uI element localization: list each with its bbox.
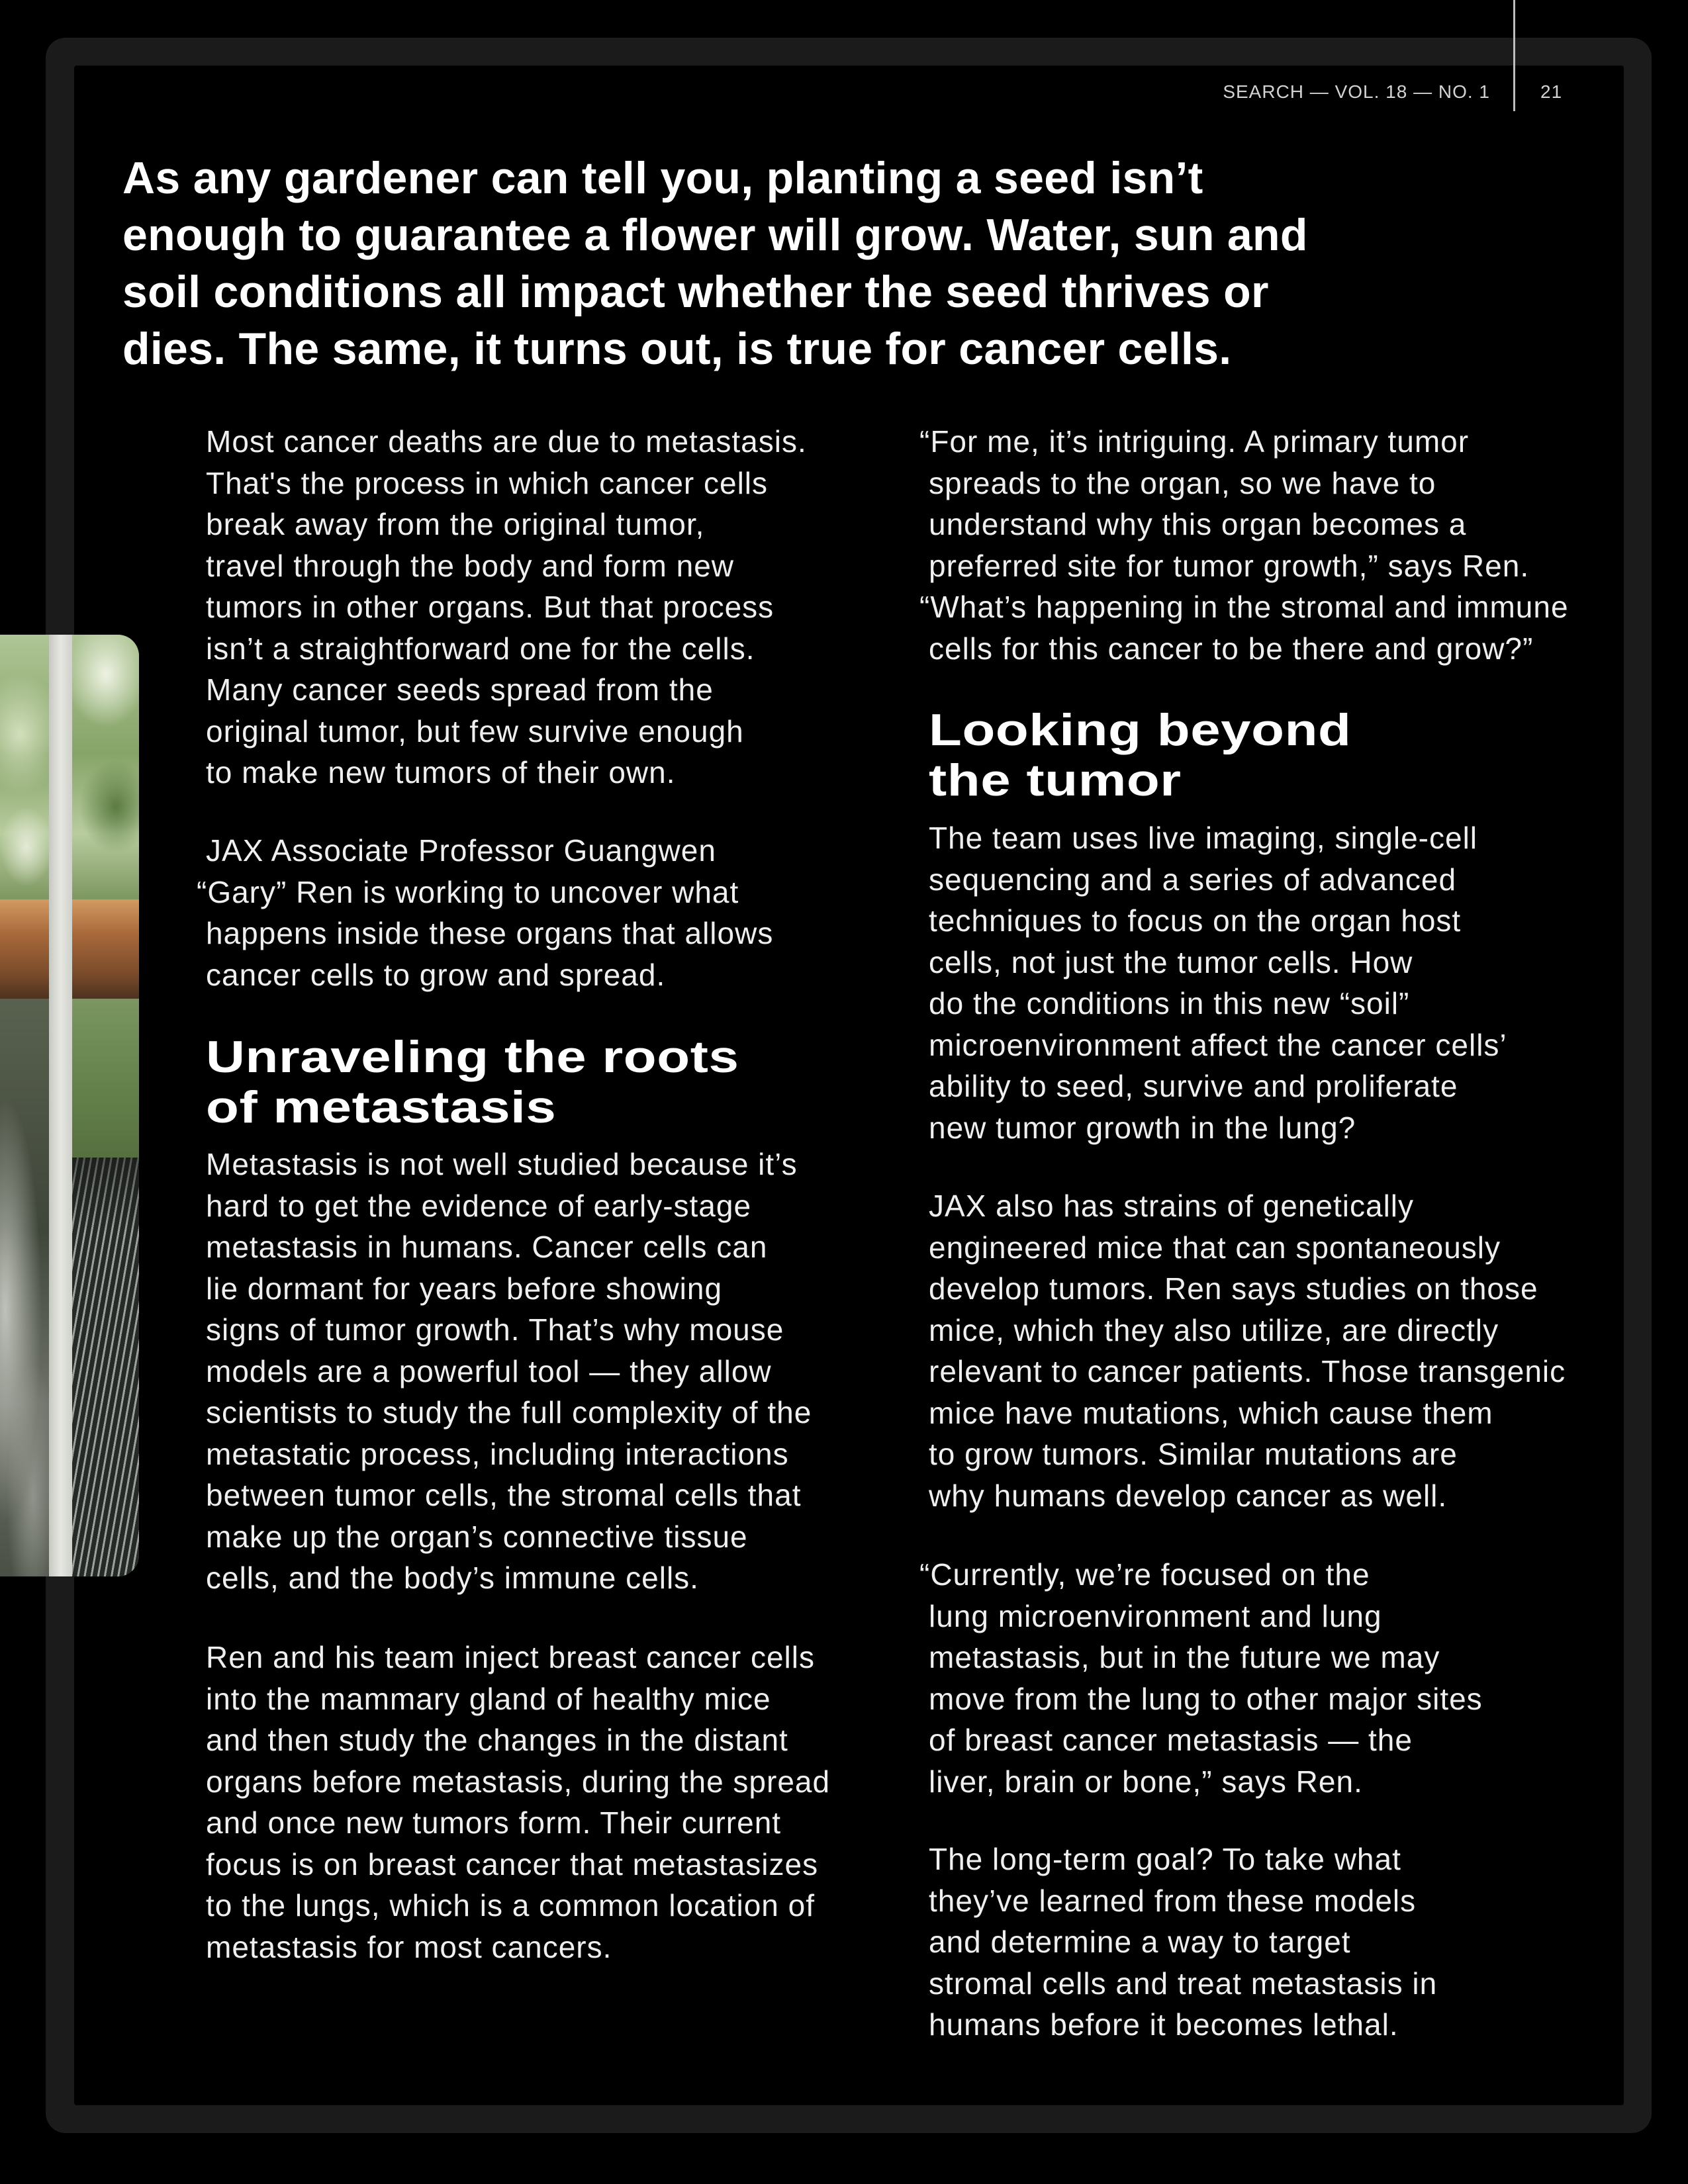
heading-line: Looking beyond [929,705,1352,755]
text-line: into the mammary gland of healthy mice [206,1681,771,1716]
text-line: lie dormant for years before showing [206,1271,723,1306]
text-line: The long-term goal? To take what [929,1842,1401,1876]
text-line: isn’t a straightforward one for the cells. [206,631,755,666]
text-line: lung microenvironment and lung [929,1598,1382,1633]
text-line: spreads to the organ, so we have to [929,465,1436,500]
text-line: original tumor, but few survive enough [206,713,744,749]
text-line: and determine a way to target [929,1925,1351,1959]
text-line: stromal cells and treat metastasis in [929,1966,1438,2001]
header-rule [1513,0,1515,111]
right-paragraph-4 [919,1554,1483,1802]
text-line: cancer cells to grow and spread. [206,957,666,992]
right-paragraph-1 [919,421,1569,669]
right-paragraph-2 [929,817,1507,1148]
text-line: why humans develop cancer as well. [929,1478,1448,1513]
text-line: and then study the changes in the distant [206,1723,788,1757]
left-paragraph-3 [206,1144,812,1599]
text-line: make up the organ’s connective tissue [206,1519,748,1554]
page-number: 21 [1540,81,1563,102]
text-line: to grow tumors. Similar mutations are [929,1437,1458,1471]
running-head: SEARCH — VOL. 18 — NO. 1 [1223,81,1490,102]
photo-person [0,1098,49,1576]
text-line: techniques to focus on the organ host [929,903,1462,938]
text-line: models are a powerful tool — they allow [206,1353,772,1388]
photo-mesh-chair [72,1158,139,1576]
text-line: humans before it becomes lethal. [929,2007,1399,2042]
text-line: new tumor growth in the lung? [929,1110,1356,1145]
text-line: tumors in other organs. But that process [206,590,774,624]
text-line: Ren and his team inject breast cancer cells [206,1640,815,1674]
left-paragraph-4 [206,1637,830,1968]
photo-window-mullion [49,635,72,1576]
text-line: travel through the body and form new [206,548,735,583]
text-line: Metastasis is not well studied because it’s [206,1147,798,1181]
text-line: of breast cancer metastasis — the [929,1723,1413,1757]
text-line: microenvironment affect the cancer cells’ [929,1027,1507,1062]
text-line: mice, which they also utilize, are directly [929,1312,1499,1347]
intro-line: soil conditions all impact whether the seed thrives or [122,267,1269,317]
intro-deck [122,150,1308,377]
text-line: and once new tumors form. Their current [206,1805,782,1840]
text-line: sequencing and a series of advanced [929,862,1457,897]
section-heading [929,705,1351,805]
text-line: The team uses live imaging, single-cell [929,821,1478,855]
intro-line: enough to guarantee a flower will grow. Water, sun and [122,210,1308,260]
text-line: mice have mutations, which cause them [929,1395,1493,1430]
text-line: focus is on breast cancer that metastasizes [206,1846,819,1882]
text-line: “For me, it’s intriguing. A primary tumor [919,424,1470,459]
text-line: cells, not just the tumor cells. How [929,944,1413,979]
text-line: to make new tumors of their own. [206,755,676,790]
text-line: JAX Associate Professor Guangwen [206,833,716,868]
text-line: understand why this organ becomes a [929,507,1467,541]
text-line: do the conditions in this new “soil” [929,986,1410,1021]
text-line: they’ve learned from these models [929,1883,1417,1918]
text-line: happens inside these organs that allows [206,916,774,950]
text-line: break away from the original tumor, [206,507,705,541]
text-line: That's the process in which cancer cells [206,465,769,500]
intro-line: As any gardener can tell you, planting a seed isn’t [122,153,1203,203]
heading-line: the tumor [929,755,1182,805]
text-line: develop tumors. Ren says studies on those [929,1271,1538,1306]
text-line: Many cancer seeds spread from the [206,672,714,707]
text-line: “Gary” Ren is working to uncover what [197,874,739,909]
text-line: liver, brain or bone,” says Ren. [929,1764,1363,1799]
text-line: signs of tumor growth. That’s why mouse [206,1312,784,1347]
text-line: to the lungs, which is a common location of [206,1888,816,1923]
text-line: “What’s happening in the stromal and immune [919,590,1569,624]
text-line: between tumor cells, the stromal cells that [206,1478,802,1512]
text-line: JAX also has strains of genetically [929,1189,1415,1223]
photo [0,635,139,1576]
text-line: preferred site for tumor growth,” says Ren. [929,548,1530,583]
text-line: metastasis in humans. Cancer cells can [206,1230,768,1264]
right-paragraph-5 [929,1839,1437,2046]
text-line: move from the lung to other major sites [929,1681,1483,1716]
heading-line: Unraveling the roots [206,1032,739,1082]
text-line: relevant to cancer patients. Those transgenic [929,1354,1566,1388]
left-paragraph-2 [197,830,774,995]
text-line: “Currently, we’re focused on the [919,1557,1370,1592]
heading-line: of metastasis [206,1082,557,1132]
section-heading [206,1032,739,1132]
left-paragraph-1 [206,421,807,794]
text-line: scientists to study the full complexity of the [206,1395,812,1430]
right-paragraph-3 [929,1185,1566,1516]
intro-line: dies. The same, it turns out, is true for cancer cells. [122,324,1232,374]
text-line: metastasis, but in the future we may [929,1640,1440,1674]
text-line: organs before metastasis, during the spread [206,1764,831,1799]
text-line: cells, and the body’s immune cells. [206,1561,699,1595]
text-line: metastasis for most cancers. [206,1929,612,1964]
text-line: Most cancer deaths are due to metastasis. [206,424,807,459]
text-line: engineered mice that can spontaneously [929,1230,1501,1265]
text-line: hard to get the evidence of early-stage [206,1188,752,1223]
text-line: ability to seed, survive and proliferate [929,1069,1458,1103]
text-line: cells for this cancer to be there and grow?” [929,631,1534,666]
photo-foliage-lower [72,999,139,1158]
text-line: metastatic process, including interactions [206,1436,789,1471]
